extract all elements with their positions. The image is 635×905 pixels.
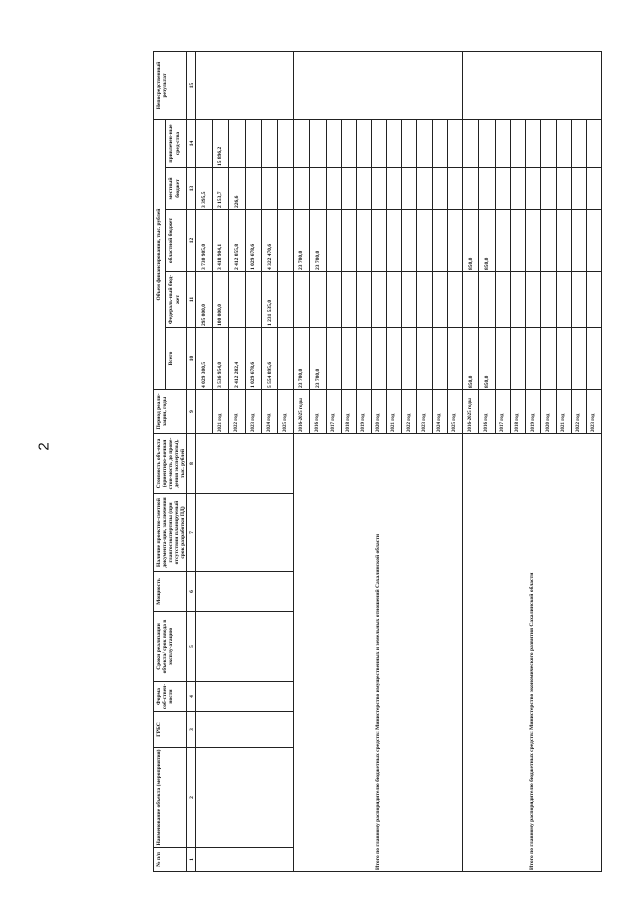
period-cell: 2025 год bbox=[278, 390, 293, 434]
attracted-cell bbox=[432, 119, 447, 167]
local-cell bbox=[326, 168, 341, 210]
total-cell bbox=[586, 328, 601, 390]
attracted-cell: 15 896,2 bbox=[212, 119, 228, 167]
attracted-cell bbox=[511, 119, 526, 167]
period-cell: 2024 год bbox=[432, 390, 447, 434]
federal-cell bbox=[356, 272, 371, 328]
column-number: 12 bbox=[187, 210, 196, 272]
local-cell: 226,6 bbox=[229, 168, 245, 210]
period-cell: 2016 год bbox=[310, 390, 326, 434]
attracted-cell bbox=[196, 119, 212, 167]
regional-cell bbox=[586, 210, 601, 272]
federal-cell bbox=[447, 272, 462, 328]
attracted-cell bbox=[463, 119, 479, 167]
federal-cell bbox=[556, 272, 571, 328]
column-number: 2 bbox=[187, 748, 196, 848]
total-cell bbox=[511, 328, 526, 390]
total-cell: 4 029 300,5 bbox=[196, 328, 212, 390]
column-number: 3 bbox=[187, 712, 196, 748]
attracted-cell bbox=[556, 119, 571, 167]
attracted-cell bbox=[341, 119, 356, 167]
period-cell: 2016 год bbox=[479, 390, 495, 434]
section-title: Итого по главному распорядителю бюджетных средств: Министерство экономического развития Сахалинской области bbox=[463, 434, 602, 872]
attracted-cell bbox=[229, 119, 245, 167]
total-cell bbox=[447, 328, 462, 390]
federal-cell bbox=[229, 272, 245, 328]
federal-cell: 100 000,0 bbox=[212, 272, 228, 328]
column-number: 8 bbox=[187, 434, 196, 494]
regional-cell bbox=[511, 210, 526, 272]
regional-cell bbox=[326, 210, 341, 272]
federal-cell bbox=[341, 272, 356, 328]
total-cell: 5 554 095,6 bbox=[262, 328, 278, 390]
federal-cell bbox=[495, 272, 510, 328]
total-cell: 2 412 282,4 bbox=[229, 328, 245, 390]
local-cell bbox=[310, 168, 326, 210]
attracted-cell bbox=[356, 119, 371, 167]
header-period: Период реали-зации, годы bbox=[154, 390, 187, 434]
total-cell bbox=[526, 328, 541, 390]
federal-cell bbox=[586, 272, 601, 328]
period-cell: 2021 год bbox=[556, 390, 571, 434]
header-num: № п/п bbox=[154, 848, 187, 872]
header-federal: Федераль-ный бюд-жет bbox=[166, 272, 187, 328]
documentation-cell bbox=[196, 494, 293, 572]
regional-cell bbox=[417, 210, 432, 272]
attracted-cell bbox=[541, 119, 556, 167]
total-cell bbox=[402, 328, 417, 390]
period-cell: 2025 год bbox=[447, 390, 462, 434]
local-cell bbox=[402, 168, 417, 210]
local-cell bbox=[293, 168, 309, 210]
attracted-cell bbox=[278, 119, 293, 167]
regional-cell: 850,0 bbox=[463, 210, 479, 272]
total-cell bbox=[326, 328, 341, 390]
period-cell: 2020 год bbox=[541, 390, 556, 434]
federal-cell bbox=[372, 272, 387, 328]
total-cell bbox=[495, 328, 510, 390]
table-row bbox=[196, 51, 212, 871]
header-grbs: ГРБС bbox=[154, 712, 187, 748]
attracted-cell bbox=[526, 119, 541, 167]
regional-cell bbox=[556, 210, 571, 272]
header-deadlines: Сроки реализации объекта/ срок ввода в эксплу-атацию bbox=[154, 612, 187, 682]
regional-cell bbox=[526, 210, 541, 272]
period-cell: 2017 год bbox=[495, 390, 510, 434]
total-cell: 23 700,0 bbox=[310, 328, 326, 390]
local-cell bbox=[432, 168, 447, 210]
period-cell: 2023 год bbox=[417, 390, 432, 434]
rotated-table-frame bbox=[153, 52, 597, 872]
period-cell bbox=[196, 390, 212, 434]
column-number: 10 bbox=[187, 328, 196, 390]
local-cell bbox=[586, 168, 601, 210]
period-cell: 2024 год bbox=[262, 390, 278, 434]
period-cell: 2022 год bbox=[229, 390, 245, 434]
local-cell bbox=[245, 168, 261, 210]
regional-cell: 3 418 904,1 bbox=[212, 210, 228, 272]
attracted-cell bbox=[372, 119, 387, 167]
block-2-body bbox=[293, 51, 462, 871]
ownership-cell bbox=[196, 682, 293, 712]
total-cell bbox=[432, 328, 447, 390]
local-cell bbox=[556, 168, 571, 210]
column-number: 1 bbox=[187, 848, 196, 872]
regional-cell bbox=[432, 210, 447, 272]
federal-cell bbox=[293, 272, 309, 328]
local-cell bbox=[417, 168, 432, 210]
total-cell: 3 536 954,0 bbox=[212, 328, 228, 390]
period-cell: 2022 год bbox=[571, 390, 586, 434]
local-cell bbox=[479, 168, 495, 210]
column-number: 9 bbox=[187, 390, 196, 434]
federal-cell bbox=[571, 272, 586, 328]
attracted-cell bbox=[293, 119, 309, 167]
federal-cell bbox=[463, 272, 479, 328]
local-cell bbox=[356, 168, 371, 210]
federal-cell bbox=[387, 272, 402, 328]
header-cost: Стоимость объ-екта (ориентиро-вочная стои-мость до прове-дения экспертизы), тыс. рублей bbox=[154, 434, 187, 494]
row-number-cell bbox=[196, 848, 293, 872]
regional-cell bbox=[372, 210, 387, 272]
column-number-row bbox=[187, 51, 196, 871]
regional-cell bbox=[402, 210, 417, 272]
header-ownership: Форма соб-ствен-ности bbox=[154, 682, 187, 712]
page-number: 2 bbox=[35, 442, 53, 451]
column-number: 15 bbox=[187, 51, 196, 119]
regional-cell bbox=[541, 210, 556, 272]
regional-cell: 3 730 905,0 bbox=[196, 210, 212, 272]
total-cell bbox=[417, 328, 432, 390]
period-cell: 2018 год bbox=[511, 390, 526, 434]
cost-cell bbox=[196, 434, 293, 494]
local-cell bbox=[526, 168, 541, 210]
period-cell: 2020 год bbox=[372, 390, 387, 434]
period-cell: 2016-2025 годы bbox=[463, 390, 479, 434]
result-cell bbox=[196, 51, 293, 119]
local-cell bbox=[447, 168, 462, 210]
period-cell: 2019 год bbox=[526, 390, 541, 434]
header-row-top bbox=[154, 51, 166, 871]
local-cell: 3 395,5 bbox=[196, 168, 212, 210]
total-cell: 850,0 bbox=[479, 328, 495, 390]
regional-cell: 1 029 678,6 bbox=[245, 210, 261, 272]
header-capacity: Мощность bbox=[154, 572, 187, 612]
regional-cell: 850,0 bbox=[479, 210, 495, 272]
attracted-cell bbox=[586, 119, 601, 167]
federal-cell bbox=[511, 272, 526, 328]
federal-cell bbox=[541, 272, 556, 328]
attracted-cell bbox=[479, 119, 495, 167]
local-cell bbox=[262, 168, 278, 210]
header-funding: Объем финансирования, тыс. рублей bbox=[154, 119, 166, 389]
regional-cell: 4 322 470,6 bbox=[262, 210, 278, 272]
column-number: 14 bbox=[187, 119, 196, 167]
attracted-cell bbox=[495, 119, 510, 167]
local-cell bbox=[541, 168, 556, 210]
column-number: 11 bbox=[187, 272, 196, 328]
federal-cell bbox=[432, 272, 447, 328]
period-cell: 2021 год bbox=[387, 390, 402, 434]
financing-table bbox=[153, 51, 602, 872]
federal-cell bbox=[479, 272, 495, 328]
attracted-cell bbox=[310, 119, 326, 167]
result-cell bbox=[463, 51, 602, 119]
header-regional: областной бюджет bbox=[166, 210, 187, 272]
regional-cell: 23 700,0 bbox=[293, 210, 309, 272]
regional-cell bbox=[278, 210, 293, 272]
total-cell bbox=[571, 328, 586, 390]
federal-cell bbox=[245, 272, 261, 328]
total-cell: 1 029 678,6 bbox=[245, 328, 261, 390]
regional-cell bbox=[447, 210, 462, 272]
local-cell bbox=[341, 168, 356, 210]
regional-cell bbox=[356, 210, 371, 272]
block-1-body bbox=[196, 51, 293, 871]
column-number: 5 bbox=[187, 612, 196, 682]
local-cell bbox=[372, 168, 387, 210]
attracted-cell bbox=[262, 119, 278, 167]
federal-cell: 295 000,0 bbox=[196, 272, 212, 328]
section-title: Итого по главному распорядителю бюджетных средств: Министерство имущественных и земельных отношений Сахалинской области bbox=[293, 434, 462, 872]
federal-cell: 1 231 535,0 bbox=[262, 272, 278, 328]
total-cell bbox=[387, 328, 402, 390]
total-cell: 23 700,0 bbox=[293, 328, 309, 390]
header-total: Всего bbox=[166, 328, 187, 390]
local-cell: 2 153,7 bbox=[212, 168, 228, 210]
federal-cell bbox=[310, 272, 326, 328]
attracted-cell bbox=[402, 119, 417, 167]
period-cell: 2017 год bbox=[326, 390, 341, 434]
header-local: местный бюджет bbox=[166, 168, 187, 210]
attracted-cell bbox=[326, 119, 341, 167]
local-cell bbox=[278, 168, 293, 210]
attracted-cell bbox=[387, 119, 402, 167]
attracted-cell bbox=[447, 119, 462, 167]
federal-cell bbox=[417, 272, 432, 328]
result-cell bbox=[293, 51, 462, 119]
column-number: 13 bbox=[187, 168, 196, 210]
table-row bbox=[293, 51, 309, 871]
deadline-cell bbox=[196, 612, 293, 682]
total-cell bbox=[341, 328, 356, 390]
federal-cell bbox=[526, 272, 541, 328]
column-number: 6 bbox=[187, 572, 196, 612]
total-cell: 850,0 bbox=[463, 328, 479, 390]
block-3-body bbox=[463, 51, 602, 871]
period-cell: 2023 год bbox=[245, 390, 261, 434]
attracted-cell bbox=[245, 119, 261, 167]
regional-cell bbox=[571, 210, 586, 272]
regional-cell: 23 700,0 bbox=[310, 210, 326, 272]
total-cell bbox=[356, 328, 371, 390]
column-number: 4 bbox=[187, 682, 196, 712]
total-cell bbox=[372, 328, 387, 390]
table-row bbox=[463, 51, 479, 871]
capacity-cell bbox=[196, 572, 293, 612]
header-documentation: Наличие проектно-сметной документа-ции, заключения главгосэкспертизы (при отсутствии планируемый срок разработки ПД) bbox=[154, 494, 187, 572]
local-cell bbox=[495, 168, 510, 210]
financing-table-container bbox=[153, 52, 597, 872]
period-cell: 2021 год bbox=[212, 390, 228, 434]
federal-cell bbox=[278, 272, 293, 328]
regional-cell bbox=[341, 210, 356, 272]
header-object-name: Наименование объекта (мероприятия) bbox=[154, 748, 187, 848]
header-result: Непосредственный результат bbox=[154, 51, 187, 119]
federal-cell bbox=[326, 272, 341, 328]
local-cell bbox=[511, 168, 526, 210]
column-number: 7 bbox=[187, 494, 196, 572]
total-cell bbox=[541, 328, 556, 390]
grbs-cell bbox=[196, 712, 293, 748]
total-cell bbox=[278, 328, 293, 390]
period-cell: 2018 год bbox=[341, 390, 356, 434]
attracted-cell bbox=[571, 119, 586, 167]
local-cell bbox=[387, 168, 402, 210]
local-cell bbox=[571, 168, 586, 210]
period-cell: 2022 год bbox=[402, 390, 417, 434]
regional-cell bbox=[387, 210, 402, 272]
period-cell: 2023 год bbox=[586, 390, 601, 434]
object-name-cell bbox=[196, 748, 293, 848]
total-cell bbox=[556, 328, 571, 390]
federal-cell bbox=[402, 272, 417, 328]
period-cell: 2016-2025 годы bbox=[293, 390, 309, 434]
regional-cell bbox=[495, 210, 510, 272]
attracted-cell bbox=[417, 119, 432, 167]
period-cell: 2019 год bbox=[356, 390, 371, 434]
local-cell bbox=[463, 168, 479, 210]
header-attracted: привлечен-ные сред-ства bbox=[166, 119, 187, 167]
regional-cell: 2 412 055,8 bbox=[229, 210, 245, 272]
